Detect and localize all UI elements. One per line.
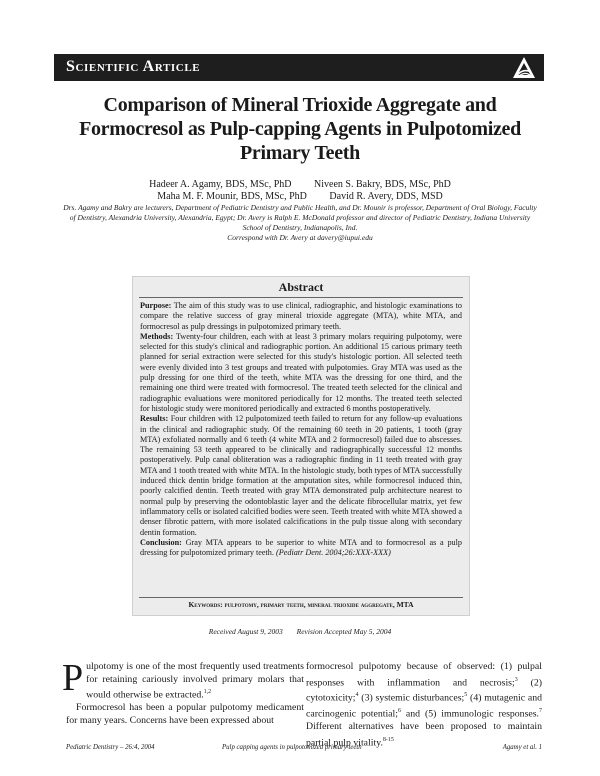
author-row: [40, 191, 560, 203]
body-column-right: [306, 661, 542, 750]
accepted-date: Revision Accepted May 5, 2004: [296, 627, 392, 636]
body-paragraph: Formocresol has been a popular pulpotomy medicament for many years. Concerns have been expressed about: [66, 702, 304, 726]
article-title: Comparison of Mineral Trioxide Aggregate and Formocresol as Pulp-capping Agents in Pulpotomized Primary Teeth: [79, 94, 521, 164]
section-banner: [54, 54, 544, 81]
affiliation-text: Drs. Agamy and Bakry are lecturers, Department of Pediatric Dentistry and Public Health, and Dr. Mounir is professor, Department of Oral Biology, Faculty of Dentistry, Alexandria University, Alexandria, Egypt; Dr. Avery is Ralph E. McDonald professor and director of Pediatric Dentistry, Indiana University School of Dentistry, Indianapolis, Ind.: [63, 203, 537, 232]
keywords-line: [133, 600, 469, 609]
section-label: Scientific Article: [66, 58, 201, 75]
received-dates: [60, 627, 540, 636]
abstract-heading: Abstract: [278, 280, 324, 294]
author-name: David R. Avery, DDS, MSD: [329, 191, 443, 202]
affiliation-note: [60, 203, 540, 243]
author-row: [40, 179, 560, 191]
abstract-body: [140, 301, 462, 558]
drop-cap: P: [62, 657, 84, 699]
body-paragraph: formocresol pulpotomy because of observed: (1) pulpal responses with inflammation and necrosis;$^3$ (2) cytotoxicity;$^4$ (3) systemic disturbances;$^5$ (4) mutagenic and carcinogenic potential;$^6$ and (5) immunologic responses.$^7$ Different alternatives have been proposed to maintain partial pulp vitality.$^{8-15}$: [306, 661, 543, 749]
journal-logo-icon: [512, 56, 536, 79]
footer-journal: Pediatric Dentistry – 26:4, 2004: [66, 744, 155, 751]
intro-paragraph: Pulpotomy is one of the most frequently used treatments for retaining cariously involved primary molars that would otherwise be extracted.$^{1,2}$: [62, 657, 304, 701]
keywords-label: Keywords:: [188, 600, 223, 609]
author-name: Niveen S. Bakry, BDS, MSc, PhD: [314, 179, 451, 190]
footer-running-title: Pulp capping agents in pulpotomized primary teeth: [222, 744, 362, 751]
correspondence-text: Correspond with Dr. Avery at davery@iupui.edu: [227, 233, 373, 242]
abstract-divider: [139, 297, 463, 298]
footer-page-number: Agamy et al. 1: [502, 744, 542, 751]
abstract-conclusion: Conclusion: Gray MTA appears to be superior to white MTA and to formocresol as a pulp dressing for pulpotomized primary teeth. (Pediatr Dent. 2004;26:XXX-XXX): [140, 537, 462, 558]
abstract-purpose: Purpose: The aim of this study was to use clinical, radiographic, and histologic examinations to compare the relative success of gray mineral trioxide aggregate (MTA), white MTA, and formocresol as pulp dressings in pulpotomized primary teeth.: [140, 301, 462, 331]
body-column-left: [62, 657, 304, 727]
author-name: Maha M. F. Mounir, BDS, MSc, PhD: [157, 191, 307, 202]
abstract-results: Results: Four children with 12 pulpotomized teeth failed to return for any follow-up evaluations in the clinical and radiographic study. Of the remaining 60 teeth in 20 patients, 1 tooth (gray MTA) exfoliated normally and 6 teeth (4 white MTA and 2 formocresol) failed due to abscesses. The remaining 53 teeth appeared to be clinically and radiographically successful 12 months postoperatively. Pulp canal obliteration was a radiographic finding in 11 teeth treated with gray MTA and 1 tooth treated with white MTA. In the histologic study, both types of MTA successfully induced thick dentin bridge formation at the amputation sites, while formocresol induced thin, poorly calcified dentin. Teeth treated with gray MTA demonstrated pulp architecture nearest to normal pulp by preserving the odontoblastic layer and the delicate fibrocellular matrix, yet few inflammatory cells or isolated calcified bodies were seen. Teeth treated with white MTA showed a denser fibrotic pattern, with more isolated calcifications in the pulp tissue along with secondary dentin formation.: [140, 414, 463, 537]
received-date: Received August 9, 2003: [208, 627, 283, 636]
abstract-box: [132, 276, 470, 616]
author-list: [40, 179, 560, 203]
keywords-divider: [139, 597, 463, 598]
author-name: Hadeer A. Agamy, BDS, MSc, PhD: [149, 179, 292, 190]
keywords-text: pulpotomy, primary teeth, mineral trioxide aggregate, MTA: [224, 600, 414, 609]
abstract-methods: Methods: Twenty-four children, each with at least 3 primary molars requiring pulpotomy, were selected for this study's clinical and radiographic portion. An additional 15 carious primary teeth planned for serial extraction were selected for this study's histologic portion. All selected teeth were evenly divided into 3 test groups and treated with pulpotomies. Gray MTA was used as the pulp dressing for one third of the teeth, white MTA was the dressing for one third, and the remaining one third were treated with formocresol. The treated teeth selected for the clinical and radiographic evaluations were monitored periodically for 12 months. The treated teeth selected for histologic study were monitored periodically and extracted 6 months postoperatively.: [140, 331, 462, 413]
